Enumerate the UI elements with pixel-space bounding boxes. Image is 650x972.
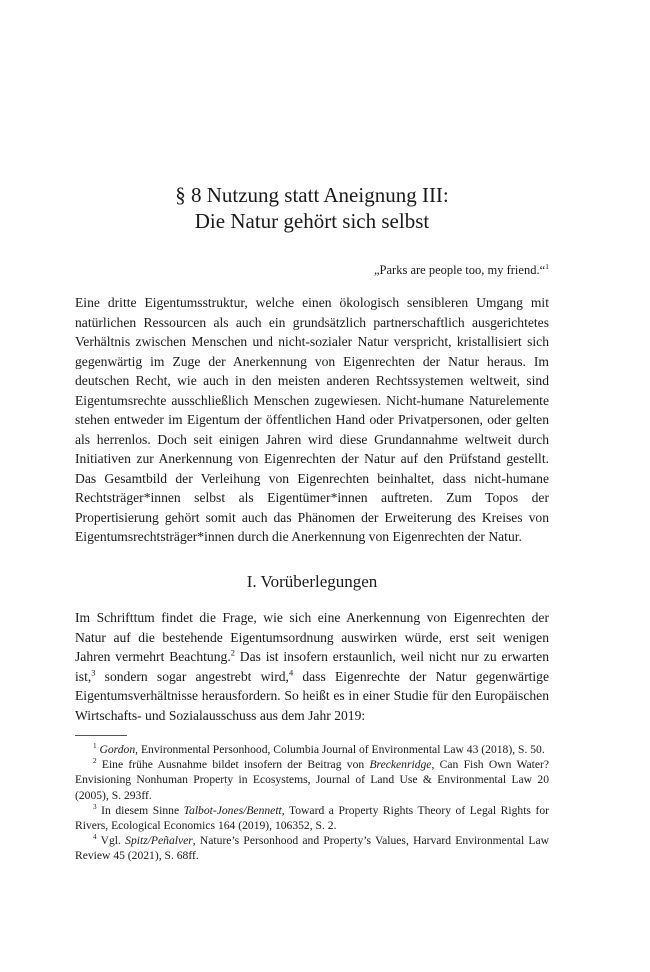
footnote-number: 2: [93, 757, 97, 766]
paragraph-text: sondern sogar angestrebt wird,: [95, 668, 289, 684]
footnote-text: , Toward a Property Rights Theory of Legal Rights for Rivers, Ecological Economics 164 (2019), 106352, S. 2.: [75, 803, 549, 833]
paragraph-text: dass Eigenrechte der Natur gegenwärtige Eigentumsverhältnisse herausfordern. So heißt es in einer Studie für den Europäischen Wirtschafts- und Sozialausschuss aus dem Jahr 2019:: [75, 668, 549, 723]
chapter-title-line-1: § 8 Nutzung statt Aneignung III:: [175, 183, 449, 207]
chapter-title: [75, 182, 549, 234]
epigraph: [75, 262, 549, 278]
footnote-4: [75, 833, 549, 863]
footnote-number: 1: [93, 742, 97, 751]
section-body: [75, 608, 549, 725]
footnote-text: , Environmental Personhood, Columbia Journal of Environmental Law 43 (2018), S. 50.: [135, 743, 545, 756]
paragraph-text: Im Schrifttum findet die Frage, wie sich eine Anerkennung von Eigenrechten der Natur auf die bestehende Eigentumsordnung auswirken würde, erst seit wenigen Jahren vermehrt Beachtung.: [75, 610, 549, 664]
epigraph-quote: „Parks are people too, my friend.“: [374, 263, 546, 277]
footnote-author: Talbot-Jones/Bennett: [183, 803, 282, 817]
paragraph-text: Das ist insofern erstaunlich, weil nicht nur zu erwarten ist,: [75, 649, 550, 684]
footnote-author: Gordon: [99, 743, 136, 756]
footnote-number: 3: [93, 802, 97, 811]
footnote-ref[interactable]: 1: [545, 261, 549, 271]
footnote-author: Breckenridge: [369, 758, 432, 772]
footnote-1: [75, 742, 549, 757]
footnote-2: [75, 757, 549, 803]
footnote-text: , Nature’s Personhood and Property’s Values, Harvard Environmental Law Review 45 (2021), S. 68ff.: [75, 834, 550, 863]
footnote-ref[interactable]: 2: [230, 647, 235, 658]
footnote-text: Eine frühe Ausnahme bildet insofern der Beitrag von: [101, 758, 370, 772]
footnote-number: 4: [93, 833, 97, 842]
chapter-title-line-2: Die Natur gehört sich selbst: [194, 209, 430, 233]
footnote-text: , Can Fish Own Water? Envisioning Nonhuman Property in Ecosystems, Journal of Land Use & Environmental Law 20 (2005), S. 293ff.: [75, 758, 549, 802]
intro-paragraph: Eine dritte Eigentumsstruktur, welche einen ökologisch sensibleren Umgang mit natürlichen Ressourcen als auch ein grundsätzlich partnerschaftlich ausgerichtetes Verhältnis zwischen Menschen und nicht-sozialer Natur verspricht, kristallisiert sich gegenwärtig im Zuge der Anerkennung von Eigenrechten der Natur heraus. Im deutschen Recht, wie auch in den meisten anderen Rechtssystemen weltweit, sind Eigentumsrechte ausschließlich Menschen zugewiesen. Nicht-humane Naturelemente stehen entweder im Eigentum der öffentlichen Hand oder Privatpersonen, oder gelten als herrenlos. Doch seit einigen Jahren wird diese Grundannahme weltweit durch Initiativen zur Anerkennung von Eigenrechten der Natur auf den Prüfstand gestellt. Das Gesamtbild der Verleihung von Eigenrechten beinhaltet, dass nicht-humane Rechtsträger*innen selbst als Eigentümer*innen auftreten. Zum Topos der Propertisierung gehört somit auch das Phänomen der Erweiterung des Kreises von Eigentumsrechtsträger*innen durch die Anerkennung von Eigenrechten der Natur.: [75, 295, 549, 544]
footnote-author: Spitz/Peñalver: [125, 834, 193, 848]
section-heading: I. Vorüberlegungen: [246, 572, 378, 591]
footnotes: [75, 742, 549, 864]
footnote-ref[interactable]: 3: [91, 666, 96, 677]
footnote-divider: [75, 735, 127, 736]
footnote-ref[interactable]: 4: [288, 666, 294, 677]
intro-section: [75, 293, 549, 547]
footnote-3: [75, 803, 549, 833]
footnote-text: Vgl.: [100, 834, 126, 848]
section-paragraph: [75, 608, 549, 725]
footnote-text: In diesem Sinne: [101, 803, 184, 817]
